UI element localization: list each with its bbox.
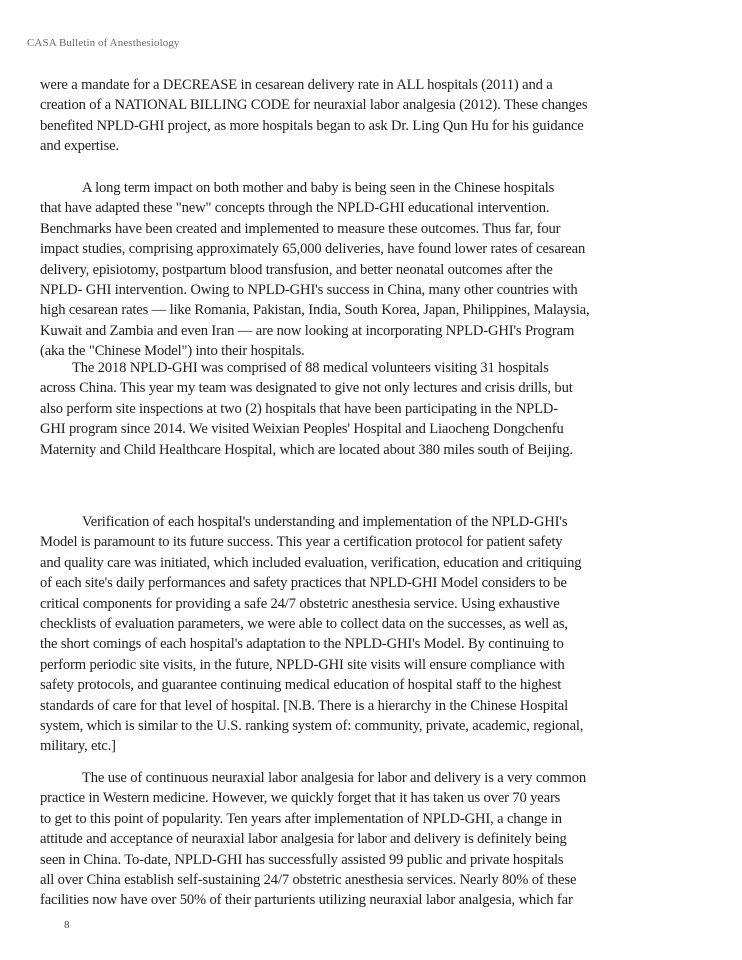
text-line: system, which is similar to the U.S. ranking system of: community, private, academic, regional, xyxy=(40,717,584,734)
text-line: Model is paramount to its future success. This year a certification protocol for patient safety xyxy=(40,534,563,551)
text-line: and quality care was initiated, which included evaluation, verification, education and critiquing xyxy=(40,554,582,571)
running-head: CASA Bulletin of Anesthesiology xyxy=(27,37,180,49)
paragraph-2 xyxy=(40,178,730,362)
text-line: were a mandate for a DECREASE in cesarean delivery rate in ALL hospitals (2011) and a xyxy=(40,77,553,93)
text-line: Verification of each hospital's understanding and implementation of the NPLD-GHI's xyxy=(82,514,568,530)
text-line: to get to this point of popularity. Ten years after implementation of NPLD-GHI, a change in xyxy=(40,810,562,827)
text-line: facilities now have over 50% of their parturients utilizing neuraxial labor analgesia, which far xyxy=(40,892,573,909)
text-line: GHI program since 2014. We visited Weixian Peoples' Hospital and Liaocheng Dongchenfu xyxy=(40,421,564,438)
text-line: (aka the "Chinese Model") into their hospitals. xyxy=(40,343,305,360)
text-line: creation of a NATIONAL BILLING CODE for neuraxial labor analgesia (2012). These changes xyxy=(40,97,588,114)
text-line: impact studies, comprising approximately 65,000 deliveries, have found lower rates of cesarean xyxy=(40,241,586,258)
paragraph-3 xyxy=(40,358,730,460)
paragraph-1 xyxy=(40,75,730,157)
paragraph-5 xyxy=(40,768,730,911)
text-line: high cesarean rates — like Romania, Pakistan, India, South Korea, Japan, Philippines, Malaysia, xyxy=(40,302,590,319)
text-line: all over China establish self-sustaining 24/7 obstetric anesthesia services. Nearly 80% of these xyxy=(40,871,577,888)
text-line: also perform site inspections at two (2) hospitals that have been participating in the NPLD- xyxy=(40,400,558,417)
text-line: delivery, episiotomy, postpartum blood transfusion, and better neonatal outcomes after the xyxy=(40,261,553,278)
text-line: that have adapted these "new" concepts through the NPLD-GHI educational intervention. xyxy=(40,200,550,217)
text-line: the short comings of each hospital's adaptation to the NPLD-GHI's Model. By continuing to xyxy=(40,636,564,653)
text-line: The use of continuous neuraxial labor analgesia for labor and delivery is a very common xyxy=(82,770,587,786)
text-line: checklists of evaluation parameters, we were able to collect data on the successes, as well as, xyxy=(40,615,568,632)
text-line: NPLD- GHI intervention. Owing to NPLD-GHI's success in China, many other countries with xyxy=(40,281,578,298)
text-line: across China. This year my team was designated to give not only lectures and crisis drills, but xyxy=(40,380,573,397)
text-line: perform periodic site visits, in the future, NPLD-GHI site visits will ensure compliance with xyxy=(40,656,565,673)
text-line: critical components for providing a safe 24/7 obstetric anesthesia service. Using exhaustive xyxy=(40,595,560,612)
text-line: benefited NPLD-GHI project, as more hospitals began to ask Dr. Ling Qun Hu for his guidance xyxy=(40,117,584,134)
text-line: The 2018 NPLD-GHI was comprised of 88 medical volunteers visiting 31 hospitals xyxy=(72,360,549,376)
page-number: 8 xyxy=(64,919,70,931)
text-line: and expertise. xyxy=(40,138,119,155)
text-line: military, etc.] xyxy=(40,738,116,755)
text-line: safety protocols, and guarantee continuing medical education of hospital staff to the highest xyxy=(40,677,562,694)
text-line: Maternity and Child Healthcare Hospital, which are located about 380 miles south of Beijing. xyxy=(40,441,573,458)
text-line: Benchmarks have been created and implemented to measure these outcomes. Thus far, four xyxy=(40,220,561,237)
text-line: standards of care for that level of hospital. [N.B. There is a hierarchy in the Chinese Hospital xyxy=(40,697,568,714)
paragraph-4 xyxy=(40,512,730,757)
text-line: Kuwait and Zambia and even Iran — are now looking at incorporating NPLD-GHI's Program xyxy=(40,322,575,339)
text-line: practice in Western medicine. However, we quickly forget that it has taken us over 70 years xyxy=(40,790,561,807)
text-line: attitude and acceptance of neuraxial labor analgesia for labor and delivery is definitely being xyxy=(40,831,567,848)
text-line: A long term impact on both mother and baby is being seen in the Chinese hospitals xyxy=(82,180,555,196)
text-line: seen in China. To-date, NPLD-GHI has successfully assisted 99 public and private hospitals xyxy=(40,851,564,868)
text-line: of each site's daily performances and safety practices that NPLD-GHI Model considers to be xyxy=(40,575,567,592)
